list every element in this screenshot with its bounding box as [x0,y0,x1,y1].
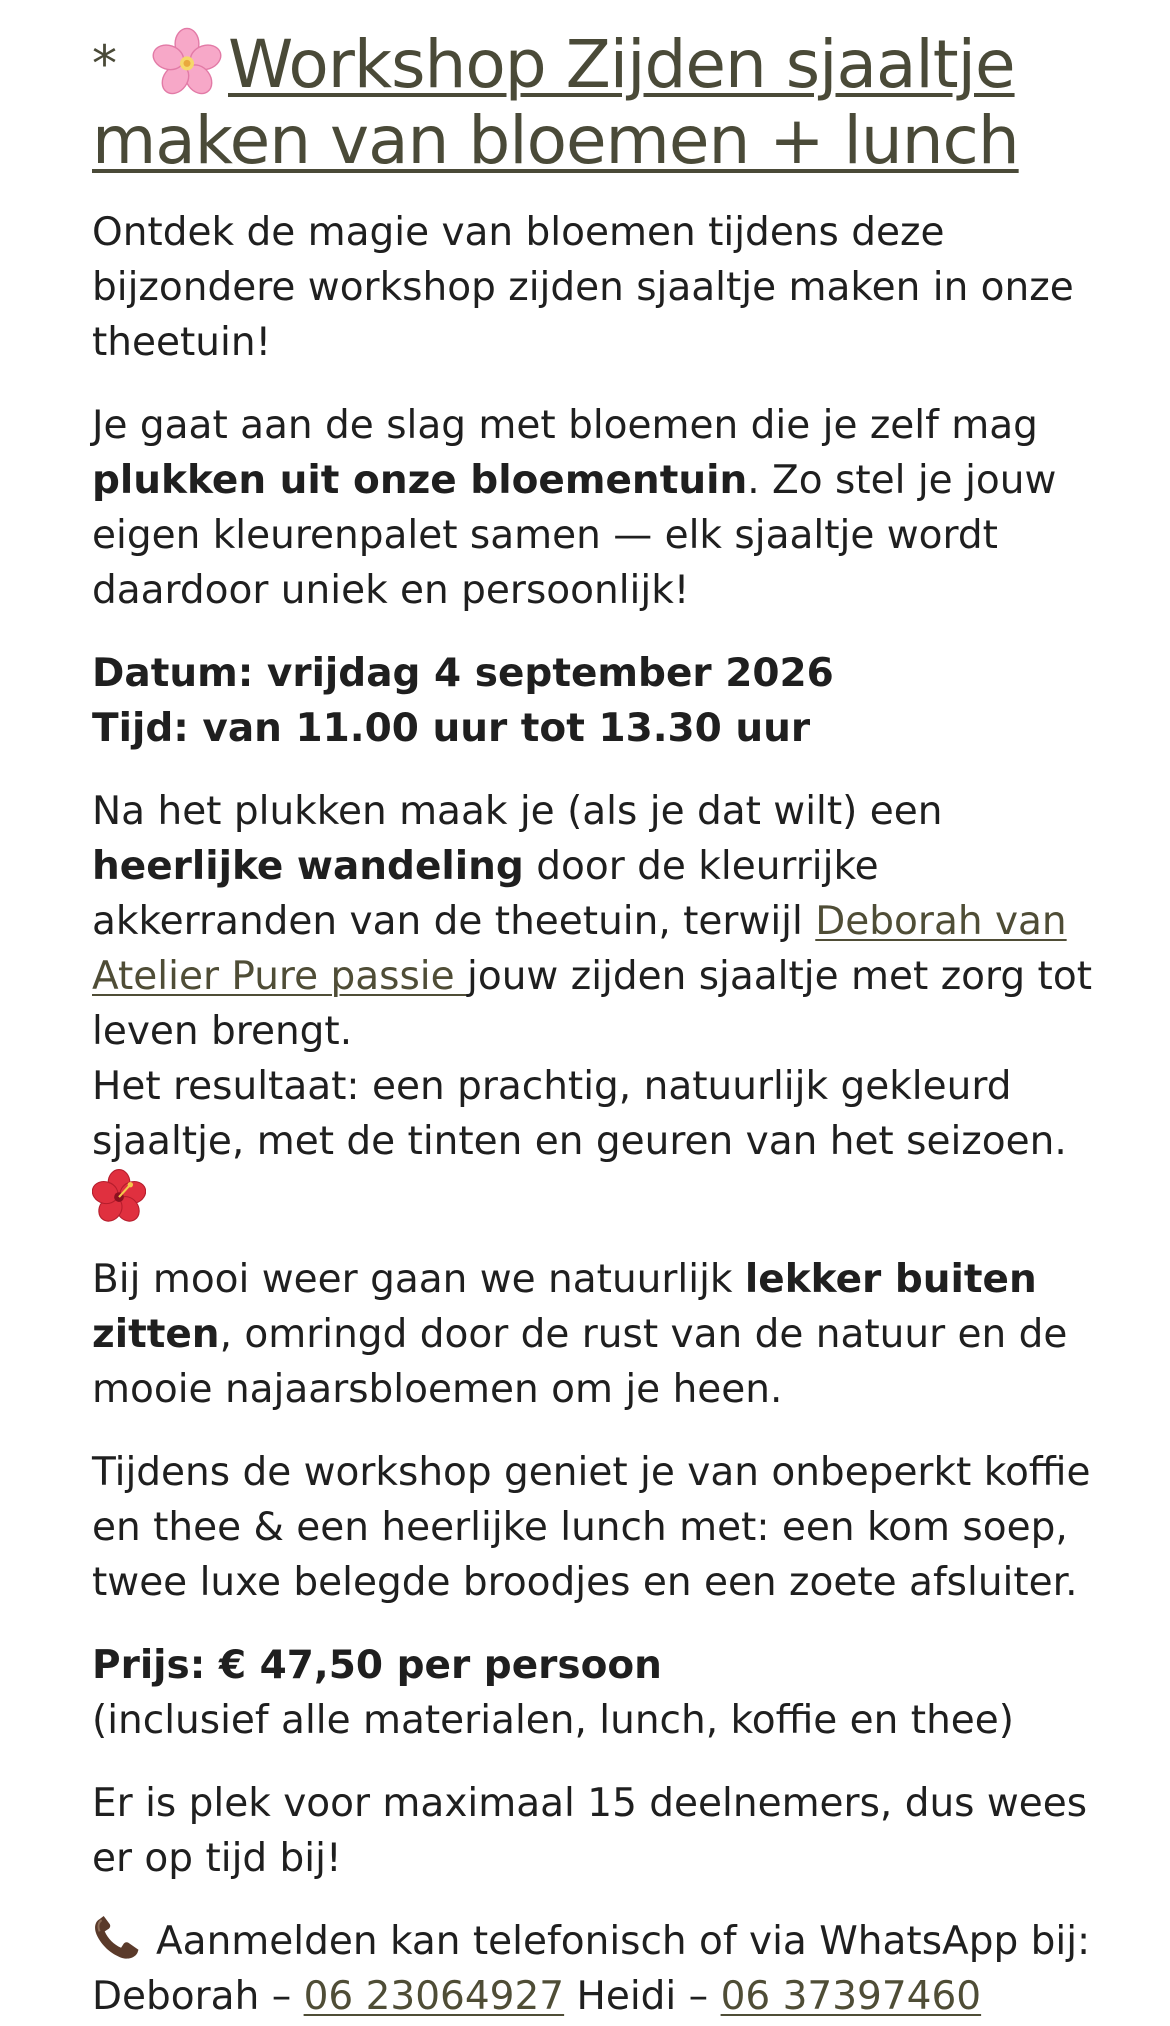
price-text: Prijs: € 47,50 per persoon [92,1643,662,1688]
contact-text-middle: Heidi – [564,1974,721,2019]
date-time-paragraph [92,646,1100,756]
page-title[interactable] [92,26,1100,179]
outside-text-before: Bij mooi weer gaan we natuurlijk [92,1257,745,1302]
pick-bold: plukken uit onze bloementuin [92,458,748,503]
walk-bold: heerlijke wandeling [92,844,524,889]
title-line-1: Workshop Zijden sjaaltje [228,26,1015,103]
result-text: Het resultaat: een prachtig, natuurlijk gekleurd sjaaltje, met de tinten en geuren van het seizoen. [92,1064,1067,1164]
time-text: Tijd: van 11.00 uur tot 13.30 uur [92,706,811,751]
outside-text-after: , omringd door de rust van de natuur en de mooie najaarsbloemen om je heen. [92,1312,1068,1412]
date-text: Datum: vrijdag 4 september 2026 [92,651,834,696]
telephone-receiver-icon [92,1914,144,1960]
contact-text: Aanmelden kan telefonisch of via WhatsApp bij: Deborah – [92,1919,1091,2019]
walk-text-after: jouw zijden sjaaltje met zorg tot leven brengt. [92,954,1092,1054]
star-glyph: * [92,35,116,93]
pick-paragraph [92,398,1100,618]
intro-paragraph [92,205,1100,370]
heidi-phone-link[interactable]: 06 37397460 [720,1974,982,2019]
hibiscus-line [92,1169,1100,1224]
pick-text-after: . Zo stel je jouw eigen kleurenpalet samen — elk sjaaltje wordt daardoor uniek en persoonlijk! [92,458,1057,613]
walk-paragraph [92,784,1100,1224]
title-link[interactable] [92,26,1019,179]
capacity-text: Er is plek voor maximaal 15 deelnemers, dus wees er op tijd bij! [92,1781,1088,1881]
hibiscus-icon [92,1169,146,1223]
lunch-text: Tijdens de workshop geniet je van onbeperkt koffie en thee & een heerlijke lunch met: een kom soep, twee luxe belegde broodjes en een zoete afsluiter. [92,1450,1091,1605]
price-note: (inclusief alle materialen, lunch, koffie en thee) [92,1698,1014,1743]
atelier-pure-passie-link[interactable]: Deborah van Atelier Pure passie [92,899,1067,999]
cherry-blossom-icon [152,27,222,97]
deborah-phone-link[interactable]: 06 23064927 [303,1974,565,2019]
walk-text-before: Na het plukken maak je (als je dat wilt) een [92,789,943,834]
contact-paragraph [92,1914,1100,2024]
pick-text-before: Je gaat aan de slag met bloemen die je zelf mag [92,403,1038,448]
outside-bold: lekker buiten zitten [92,1257,1037,1357]
price-paragraph [92,1638,1100,1748]
title-line-2: maken van bloemen + lunch [92,102,1019,179]
capacity-paragraph [92,1776,1100,1886]
outside-paragraph [92,1252,1100,1417]
lunch-paragraph [92,1445,1100,1610]
walk-text-middle: door de kleurrijke akkerranden van de theetuin, terwijl [92,844,879,944]
intro-text: Ontdek de magie van bloemen tijdens deze bijzondere workshop zijden sjaaltje maken in onze theetuin! [92,210,1074,365]
